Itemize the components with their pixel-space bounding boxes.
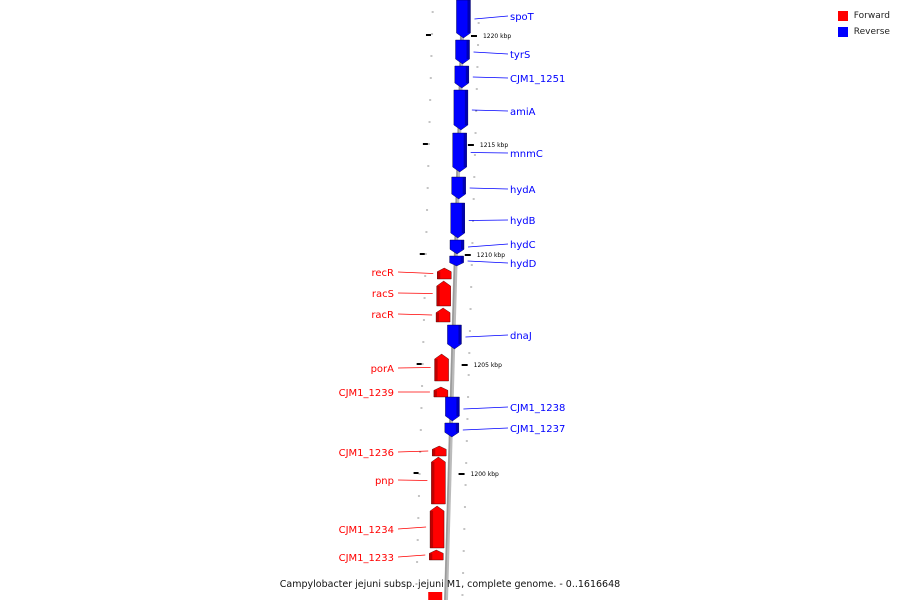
- gene-shade-cjm1-1234: [430, 511, 433, 548]
- scale-label: 1220 kbp: [482, 33, 512, 40]
- gene-shade-hydd: [461, 256, 464, 263]
- gene-leader-hydc: [468, 244, 508, 247]
- gene-leader-pnp: [398, 480, 427, 481]
- gene-shade-tyrs: [467, 40, 470, 59]
- gene-shade-recr: [437, 272, 440, 279]
- gene-leader-racs: [398, 293, 433, 294]
- gene-shade-cjm1-1238: [456, 397, 459, 416]
- gene-leader-mnmc: [471, 153, 508, 154]
- gene-label-mnmc: mnmC: [510, 149, 543, 160]
- gene-shade-hydc: [461, 240, 464, 249]
- gene-leader-cjm1-1238: [463, 407, 508, 409]
- gene-leader-racr: [398, 314, 432, 315]
- gene-shade-pnp: [431, 462, 434, 504]
- legend-label-forward: Forward: [853, 11, 890, 21]
- gene-leader-hydb: [469, 220, 508, 221]
- gene-shade-cjm1-1239: [434, 390, 437, 397]
- gene-label-cjm1-1251: CJM1_1251: [510, 74, 566, 85]
- gene-shade-spot: [467, 0, 470, 33]
- gene-label-hydd: hydD: [510, 259, 537, 270]
- gene-label-cjm1-1233: CJM1_1233: [338, 553, 394, 564]
- gene-leader-hydd: [468, 261, 508, 263]
- gene-label-racs: racS: [371, 289, 394, 300]
- legend-swatch-reverse: [838, 27, 848, 37]
- gene-shade-cjm1-1251: [466, 66, 469, 83]
- gene-leader-cjm1-1234: [398, 527, 426, 529]
- gene-shade-cjm1-1233: [429, 553, 432, 560]
- legend-item-reverse: [838, 24, 890, 40]
- gene-shade-dnaj: [458, 325, 461, 344]
- gene-shade-cjm1-1236: [432, 449, 435, 456]
- gene-leader-amia: [472, 110, 508, 111]
- gene-shade-cjm1-1237: [456, 423, 459, 432]
- legend: [838, 8, 890, 40]
- genome-caption: Campylobacter jejuni subsp. jejuni M1, complete genome. - 0..1616648: [279, 579, 621, 590]
- gene-label-hydc: hydC: [510, 240, 536, 251]
- legend-swatch-forward: [838, 11, 848, 21]
- gene-label-cjm1-1238: CJM1_1238: [510, 403, 566, 414]
- legend-item-forward: [838, 8, 890, 24]
- gene-shade-hydb: [462, 203, 465, 233]
- gene-label-cjm1-1236: CJM1_1236: [338, 448, 394, 459]
- gene-label-cjm1-1234: CJM1_1234: [338, 525, 394, 536]
- gene-leader-hyda: [470, 188, 508, 189]
- gene-leader-recr: [398, 272, 433, 274]
- gene-label-recr: recR: [371, 268, 394, 279]
- gene-shade-mnmc: [464, 133, 467, 167]
- gene-shade-racr: [436, 313, 439, 322]
- gene-label-pnp: pnp: [374, 476, 394, 487]
- gene-leader-dnaj: [465, 335, 508, 337]
- gene-shade-amia: [465, 90, 468, 125]
- gene-label-tyrs: tyrS: [510, 50, 531, 61]
- gene-label-racr: racR: [371, 310, 394, 321]
- gene-label-cjm1-1237: CJM1_1237: [510, 424, 566, 435]
- gene-shade-racs: [437, 286, 440, 306]
- gene-shade-pora: [435, 359, 438, 381]
- gene-leader-tyrs: [474, 52, 508, 54]
- scale-label: 1210 kbp: [476, 252, 506, 259]
- gene-shade-hyda: [463, 177, 466, 194]
- gene-label-spot: spoT: [510, 12, 534, 23]
- gene-leader-cjm1-1236: [398, 451, 428, 452]
- gene-label-pora: porA: [370, 364, 394, 375]
- gene-leader-spot: [474, 16, 508, 19]
- scale-label: 1205 kbp: [473, 362, 502, 369]
- scale-label: 1200 kbp: [470, 471, 499, 478]
- gene-leader-cjm1-1233: [398, 555, 425, 557]
- gene-label-hyda: hydA: [510, 185, 536, 196]
- gene-label-amia: amiA: [510, 107, 536, 118]
- gene-arrow-partial: [428, 592, 442, 600]
- gene-label-dnaj: dnaJ: [510, 331, 532, 342]
- gene-leader-cjm1-1237: [463, 428, 508, 430]
- scale-label: 1215 kbp: [479, 142, 509, 149]
- gene-leader-pora: [398, 368, 431, 369]
- gene-leader-cjm1-1251: [473, 77, 508, 78]
- legend-label-reverse: Reverse: [853, 27, 890, 37]
- gene-label-cjm1-1239: CJM1_1239: [338, 388, 394, 399]
- gene-label-hydb: hydB: [510, 216, 536, 227]
